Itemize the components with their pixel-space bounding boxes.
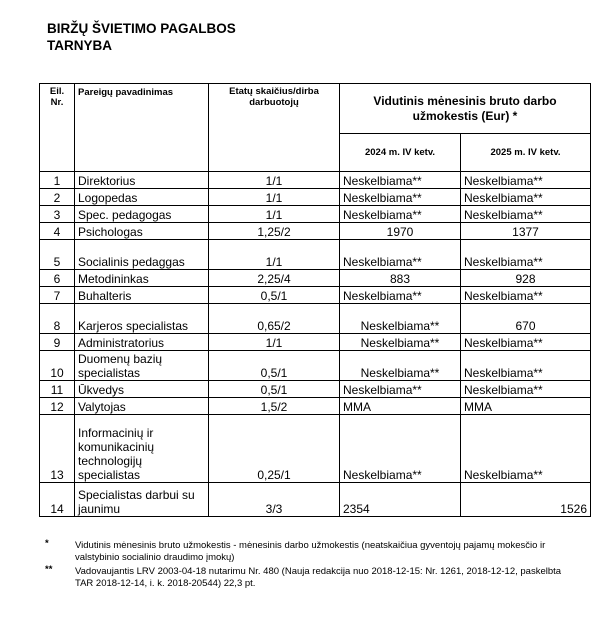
table-row (40, 334, 591, 351)
row-position: Administratorius (75, 334, 209, 351)
row-salary-2024: Neskelbiama** (340, 189, 461, 206)
table-row (40, 351, 591, 381)
row-salary-2024: Neskelbiama** (340, 334, 461, 351)
row-staff: 1,25/2 (209, 223, 340, 240)
row-position: Metodininkas (75, 270, 209, 287)
row-staff: 0,65/2 (209, 304, 340, 334)
row-salary-2025: Neskelbiama** (461, 334, 591, 351)
row-salary-2025: Neskelbiama** (461, 240, 591, 270)
table-row (40, 398, 591, 415)
row-position: Informacinių ir komunikacinių technologijų specialistas (75, 415, 209, 483)
row-position: Spec. pedagogas (75, 206, 209, 223)
row-staff: 1/1 (209, 240, 340, 270)
footnote-text: Vidutinis mėnesinis bruto užmokestis - mėnesinis darbo užmokestis (neatskaičiua gyventojų pajamų mokesčio ir valstybinio socialinio draudimo įmokų) (75, 540, 546, 563)
row-staff: 2,25/4 (209, 270, 340, 287)
row-staff: 0,5/1 (209, 287, 340, 304)
table-row (40, 483, 591, 517)
row-salary-2024: Neskelbiama** (340, 381, 461, 398)
row-salary-2025: Neskelbiama** (461, 206, 591, 223)
header-year-2025: 2025 m. IV ketv. (461, 134, 591, 172)
footnote (45, 566, 565, 590)
footnote (45, 540, 565, 564)
row-staff: 1/1 (209, 189, 340, 206)
row-salary-2025: Neskelbiama** (461, 172, 591, 189)
table-row (40, 223, 591, 240)
row-salary-2025: 1377 (461, 223, 591, 240)
footnote-mark: ** (45, 564, 53, 575)
row-number: 7 (40, 287, 75, 304)
row-staff: 1/1 (209, 206, 340, 223)
row-position: Specialistas darbui su jaunimu (75, 483, 209, 517)
row-staff: 1/1 (209, 172, 340, 189)
row-salary-2025: Neskelbiama** (461, 189, 591, 206)
table-row (40, 287, 591, 304)
row-position: Valytojas (75, 398, 209, 415)
document-title (47, 20, 236, 54)
title-line-1: BIRŽŲ ŠVIETIMO PAGALBOS (47, 21, 236, 36)
row-number: 10 (40, 351, 75, 381)
row-position: Direktorius (75, 172, 209, 189)
header-staff: Etatų skaičius/dirba darbuotojų (209, 84, 340, 172)
footnote-text: Vadovaujantis LRV 2003-04-18 nutarimu Nr. 480 (Nauja redakcija nuo 2018-12-15: Nr. 1261, 2018-12-12, paskelbta TAR 2018-12-14, i. k. 2018-20544) 22,3 pt. (75, 566, 562, 589)
table-row (40, 240, 591, 270)
row-salary-2025: Neskelbiama** (461, 351, 591, 381)
row-staff: 3/3 (209, 483, 340, 517)
header-position: Pareigų pavadinimas (75, 84, 209, 172)
row-position: Logopedas (75, 189, 209, 206)
footnote-mark: * (45, 538, 49, 549)
row-salary-2024: MMA (340, 398, 461, 415)
row-position: Buhalteris (75, 287, 209, 304)
header-number: Eil. Nr. (40, 84, 75, 172)
row-number: 9 (40, 334, 75, 351)
row-position: Duomenų bazių specialistas (75, 351, 209, 381)
row-number: 3 (40, 206, 75, 223)
row-number: 6 (40, 270, 75, 287)
footnotes (45, 540, 565, 592)
row-number: 2 (40, 189, 75, 206)
row-salary-2024: 1970 (340, 223, 461, 240)
row-salary-2024: Neskelbiama** (340, 287, 461, 304)
table-row (40, 415, 591, 483)
row-number: 12 (40, 398, 75, 415)
header-year-2024: 2024 m. IV ketv. (340, 134, 461, 172)
row-number: 5 (40, 240, 75, 270)
table-row (40, 189, 591, 206)
title-line-2: TARNYBA (47, 38, 112, 53)
row-salary-2025: 928 (461, 270, 591, 287)
row-number: 13 (40, 415, 75, 483)
row-number: 8 (40, 304, 75, 334)
row-number: 4 (40, 223, 75, 240)
row-salary-2024: Neskelbiama** (340, 240, 461, 270)
row-position: Socialinis pedaggas (75, 240, 209, 270)
table-row (40, 270, 591, 287)
table-row (40, 304, 591, 334)
row-staff: 0,25/1 (209, 415, 340, 483)
table-row (40, 381, 591, 398)
row-salary-2024: Neskelbiama** (340, 172, 461, 189)
row-salary-2024: 2354 (340, 483, 461, 517)
row-salary-2025: Neskelbiama** (461, 415, 591, 483)
row-salary-2024: Neskelbiama** (340, 304, 461, 334)
row-salary-2024: Neskelbiama** (340, 206, 461, 223)
row-salary-2024: 883 (340, 270, 461, 287)
row-staff: 0,5/1 (209, 351, 340, 381)
row-salary-2024: Neskelbiama** (340, 351, 461, 381)
row-number: 14 (40, 483, 75, 517)
row-staff: 1,5/2 (209, 398, 340, 415)
table-row (40, 172, 591, 189)
row-salary-2025: 670 (461, 304, 591, 334)
row-salary-2025: 1526 (461, 483, 591, 517)
row-salary-2025: Neskelbiama** (461, 381, 591, 398)
row-position: Karjeros specialistas (75, 304, 209, 334)
row-position: Ūkvedys (75, 381, 209, 398)
row-staff: 0,5/1 (209, 381, 340, 398)
row-salary-2024: Neskelbiama** (340, 415, 461, 483)
row-number: 11 (40, 381, 75, 398)
row-staff: 1/1 (209, 334, 340, 351)
row-number: 1 (40, 172, 75, 189)
header-salary: Vidutinis mėnesinis bruto darbo užmokestis (Eur) * (340, 84, 591, 134)
salary-table (39, 83, 591, 517)
row-position: Psichologas (75, 223, 209, 240)
table-row (40, 206, 591, 223)
row-salary-2025: Neskelbiama** (461, 287, 591, 304)
row-salary-2025: MMA (461, 398, 591, 415)
